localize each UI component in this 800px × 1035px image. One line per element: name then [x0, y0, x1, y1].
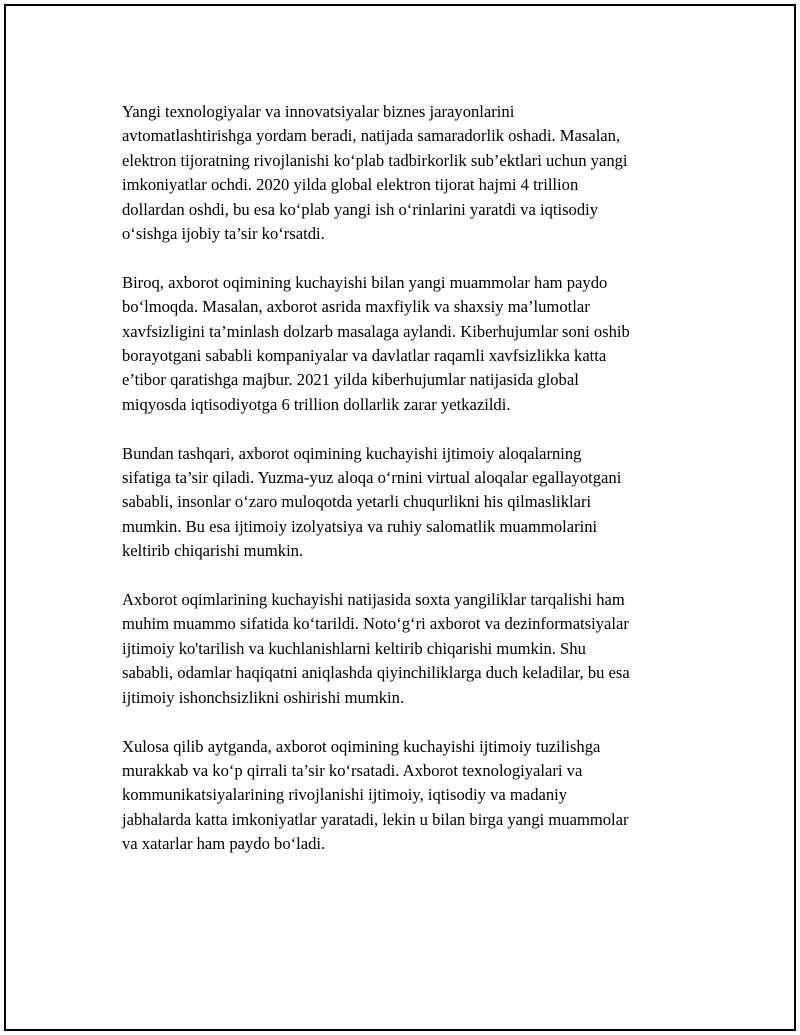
paragraph-3: Bundan tashqari, axborot oqimining kuchayishi ijtimoiy aloqalarning sifatiga ta’sir qiladi. Yuzma-yuz aloqa o‘rnini virtual aloqalar egallayotgani sababli, insonlar o‘zaro muloqotda yetarli chuqurlikni his qilmasliklari mumkin. Bu esa ijtimoiy izolyatsiya va ruhiy salomatlik muammolarini keltirib chiqarishi mumkin.	[122, 443, 622, 561]
document-page	[4, 4, 796, 1031]
document-body	[122, 100, 702, 881]
paragraph-4: Axborot oqimlarining kuchayishi natijasida soxta yangiliklar tarqalishi ham muhim muammo sifatida ko‘tarildi. Noto‘g‘ri axborot va dezinformatsiyalar ijtimoiy ko'tarilish va kuchlanishlarni keltirib chiqarishi mumkin. Shu sababli, odamlar haqiqatni aniqlashda qiyinchiliklarga duch keladilar, bu esa ijtimoiy ishonchsizlikni oshirishi mumkin.	[122, 590, 630, 707]
paragraph-1: Yangi texnologiyalar va innovatsiyalar biznes jarayonlarini avtomatlashtirishga yordam beradi, natijada samaradorlik oshadi. Masalan, elektron tijoratning rivojlanishi ko‘plab tadbirkorlik sub’ektlari uchun yangi imkoniyatlar ochdi. 2020 yilda global elektron tijorat hajmi 4 trillion dollardan oshdi, bu esa ko‘plab yangi ish o‘rinlarini yaratdi va iqtisodiy o‘sishga ijobiy ta’sir ko‘rsatdi.	[122, 102, 628, 244]
paragraph-2: Biroq, axborot oqimining kuchayishi bilan yangi muammolar ham paydo bo‘lmoqda. Masalan, axborot asrida maxfiylik va shaxsiy ma’lumotlar xavfsizligini ta’minlash dolzarb masalaga aylandi. Kiberhujumlar soni oshib borayotgani sababli kompaniyalar va davlatlar raqamli xavfsizlikka katta e’tibor qaratishga majbur. 2021 yilda kiberhujumlar natijasida global miqyosda iqtisodiyotga 6 trillion dollarlik zarar yetkazildi.	[122, 272, 630, 414]
paragraph-5: Xulosa qilib aytganda, axborot oqimining kuchayishi ijtimoiy tuzilishga murakkab va ko‘p qirrali ta’sir ko‘rsatadi. Axborot texnologiyalari va kommunikatsiyalarining rivojlanishi ijtimoiy, iqtisodiy va madaniy jabhalarda katta imkoniyatlar yaratadi, lekin u bilan birga yangi muammolar va xatarlar ham paydo bo‘ladi.	[122, 736, 629, 854]
